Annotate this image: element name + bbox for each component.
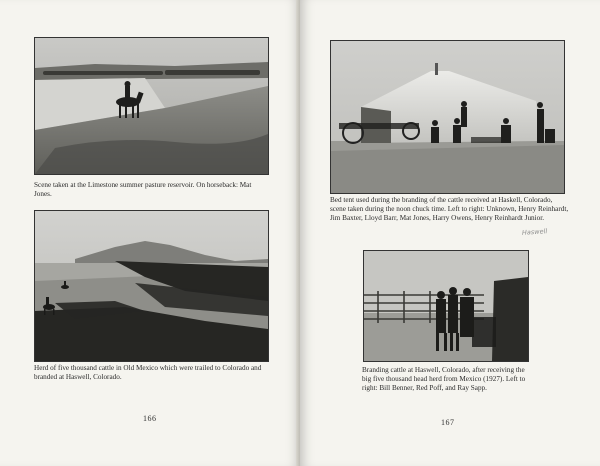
photo-branding	[363, 250, 529, 362]
photo-bed-tent	[330, 40, 565, 194]
herd-image	[35, 211, 268, 361]
page-number-right: 167	[441, 418, 455, 427]
photo-reservoir-horseback	[34, 37, 269, 175]
right-page	[300, 0, 600, 466]
caption-reservoir: Scene taken at the Limestone summer pasture reservoir. On horseback: Mat Jones.	[34, 181, 252, 198]
reservoir-image	[35, 38, 268, 174]
bed-tent-image	[331, 41, 564, 193]
caption-bed-tent: Bed tent used during the branding of the cattle received at Haskell, Colorado, scene taken during the noon chuck time. Left to right: Unknown, Henry Reinhardt, Jim Baxter, Lloyd Barr, Mat Jones, Harry Owens, Henry Reinhardt Junior.	[330, 196, 569, 222]
branding-image	[364, 251, 528, 361]
caption-branding: Branding cattle at Haswell, Colorado, after receiving the big five thousand head herd from Mexico (1927). Left to right: Bill Benner, Red Poff, and Ray Sapp.	[362, 366, 526, 392]
handwritten-note: Haswell	[521, 227, 548, 237]
page-number-left: 166	[143, 414, 157, 423]
caption-herd: Herd of five thousand cattle in Old Mexico which were trailed to Colorado and branded at Haswell, Colorado.	[34, 364, 262, 381]
photo-herd-old-mexico	[34, 210, 269, 362]
